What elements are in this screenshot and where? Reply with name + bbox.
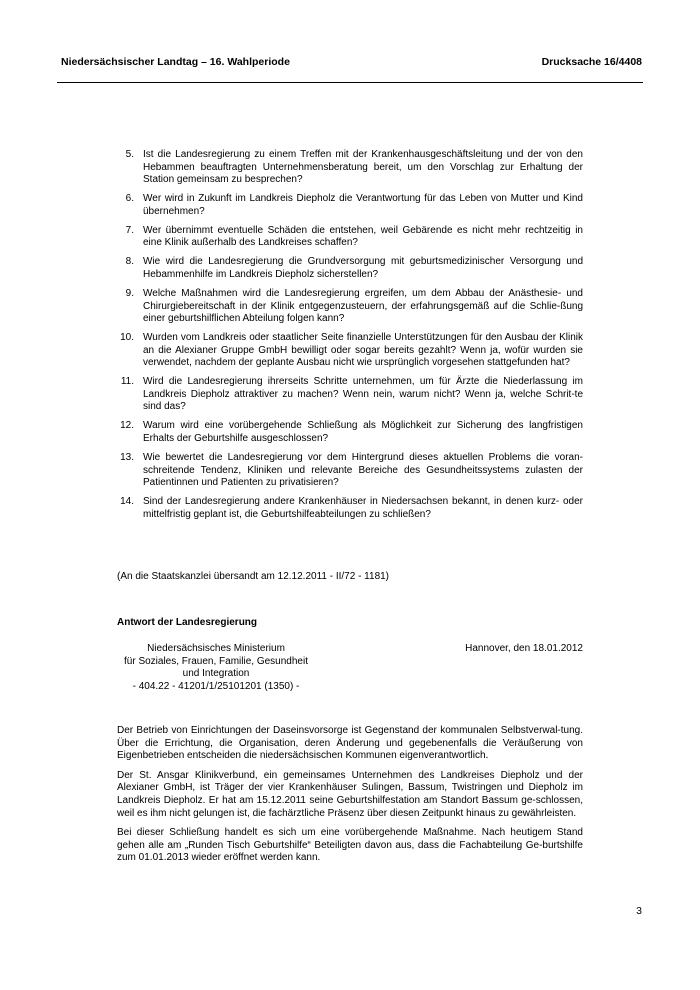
- question-item: [117, 149, 583, 187]
- question-number: 10.: [120, 332, 134, 344]
- question-item: [117, 452, 583, 490]
- answer-body: [117, 725, 583, 872]
- question-text: Wird die Landesregierung ihrerseits Schritte unternehmen, um für Ärzte die Niederlassung im Landkreis Diepholz attraktiver zu machen? Wenn nein, warum nicht? Wenn ja, welche Schrit-te sind das?: [143, 376, 583, 413]
- header-parliament: Niedersächsischer Landtag – 16. Wahlperiode: [61, 56, 290, 68]
- transmission-note: (An die Staatskanzlei übersandt am 12.12.2011 - II/72 - 1181): [117, 571, 390, 582]
- question-item: [117, 193, 583, 218]
- question-text: Wurden vom Landkreis oder staatlicher Seite finanzielle Unterstützungen für den Ausbau der Klinik an die Alexianer Gruppe GmbH bewilligt oder sogar bereits gezahlt? Wenn ja, wofür wurden sie verwendet, nachdem der geplante Ausbau nicht wie ursprünglich vorgesehen stattgefunden hat?: [143, 332, 583, 369]
- question-number: 6.: [125, 193, 134, 205]
- question-list: [117, 149, 583, 528]
- question-text: Sind der Landesregierung andere Krankenhäuser in Niedersachsen bekannt, in denen kurz- oder mittelfristig geplant ist, die Geburtshilfeabteilungen zu schließen?: [143, 496, 583, 520]
- question-text: Wie wird die Landesregierung die Grundversorgung mit geburtsmedizinischer Versorgung und Hebammenhilfe im Landkreis Diepholz sicherstellen?: [143, 256, 583, 280]
- question-number: 9.: [125, 287, 134, 299]
- page-number: 3: [636, 905, 642, 917]
- ministry-line: Niedersächsisches Ministerium: [147, 643, 285, 654]
- question-item: [117, 420, 583, 445]
- question-item: [117, 288, 583, 326]
- ministry-line: und Integration: [182, 668, 250, 680]
- ministry-line: für Soziales, Frauen, Familie, Gesundheit: [124, 655, 308, 667]
- question-number: 11.: [120, 376, 134, 388]
- question-item: [117, 332, 583, 370]
- question-text: Ist die Landesregierung zu einem Treffen mit der Krankenhausgeschäftsleitung und der von den Hebammen beauftragten Unternehmensberatung bereit, um den Vorschlag zur Erhaltung der Station gemeinsam zu besprechen?: [143, 149, 583, 186]
- header-rule: [57, 82, 643, 83]
- header-document-number: Drucksache 16/4408: [541, 56, 642, 68]
- question-number: 12.: [120, 420, 134, 432]
- question-text: Wer übernimmt eventuelle Schäden die entstehen, weil Gebärende es nicht mehr rechtzeitig in eine Klinik außerhalb des Landkreises schaffen?: [143, 224, 583, 249]
- answer-date: Hannover, den 18.01.2012: [465, 643, 583, 654]
- answer-paragraph: Bei dieser Schließung handelt es sich um eine vorübergehende Maßnahme. Nach heutigem Stand gehen alle am „Runden Tisch Geburtshilfe“ Beteiligten davon aus, dass die Fachabteilung Ge-burtshilfe zum 01.01.2013 wieder eröffnet werden kann.: [117, 827, 583, 864]
- question-text: Wie bewertet die Landesregierung vor dem Hintergrund dieses aktuellen Problems die voran-schreitende Tendenz, Kliniken und relevante Bereiche des Gesundheitssystems zulasten der Patientinnen und Patienten zu privatisieren?: [143, 452, 583, 489]
- question-text: Wer wird in Zukunft im Landkreis Diepholz die Verantwortung für das Leben von Mutter und Kind übernehmen?: [143, 193, 583, 217]
- question-item: [117, 496, 583, 521]
- question-number: 8.: [125, 256, 134, 268]
- answer-paragraph: Der St. Ansgar Klinikverbund, ein gemeinsames Unternehmen des Landkreises Diepholz und der Alexianer GmbH, ist Träger der vier Krankenhäuser Sulingen, Bassum, Twistringen und Diepholz im Landkreis Diepholz. Er hat am 15.12.2011 seine Geburtshilfestation am Standort Bassum ge-schlossen, weil es ihm nicht gelungen ist, die fachärztliche Präsenz über diesen Zeitpunkt hinaus zu gewährleisten.: [117, 769, 583, 819]
- question-number: 13.: [120, 452, 134, 463]
- question-text: Warum wird eine vorübergehende Schließung als Möglichkeit zur Sicherung des langfristigen Erhalts der Geburtshilfe ausgeschlossen?: [143, 420, 583, 445]
- question-item: [117, 376, 583, 414]
- question-number: 7.: [125, 224, 134, 236]
- question-number: 5.: [125, 149, 134, 160]
- answer-heading: Antwort der Landesregierung: [117, 617, 258, 628]
- question-number: 14.: [120, 496, 134, 508]
- ministry-reference: - 404.22 - 41201/1/25101201 (1350) -: [132, 680, 300, 692]
- ministry-block: [113, 643, 319, 693]
- question-text: Welche Maßnahmen wird die Landesregierung ergreifen, um dem Abbau der Anästhesie- und Chirurgiebereitschaft in der Klinik entgegenzusteuern, der erfahrungsgemäß auf die Schlie-ßung einer geburtshilflichen Abteilung folgen kann?: [143, 287, 583, 325]
- question-item: [117, 256, 583, 281]
- question-item: [117, 225, 583, 250]
- answer-paragraph: Der Betrieb von Einrichtungen der Daseinsvorsorge ist Gegenstand der kommunalen Selbstverwal-tung. Über die Errichtung, die Organisation, deren Änderung und gegebenenfalls die Veräußerung von Eigenbetrieben entscheiden die niedersächsischen Kommunen eigenverantwortlich.: [117, 725, 583, 762]
